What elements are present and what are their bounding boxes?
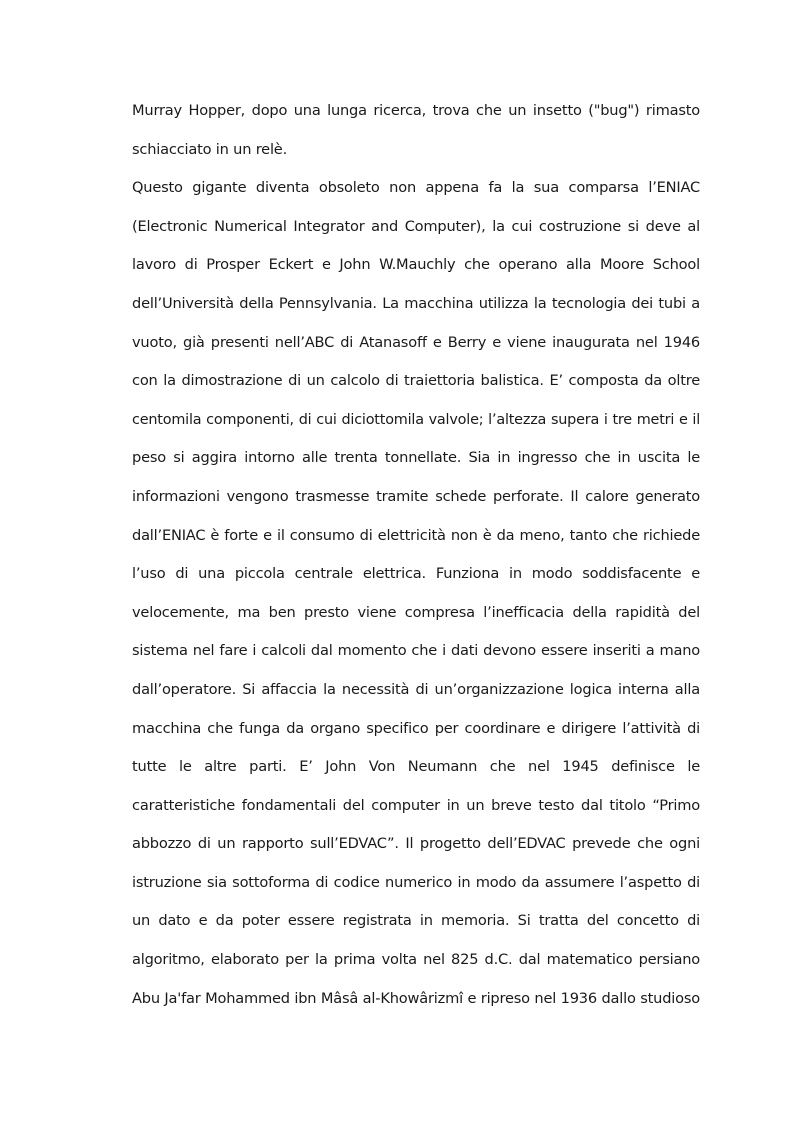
- text-line: tutte le altre parti. E’ John Von Neumann che nel 1945 definisce le: [132, 758, 700, 776]
- text-line: velocemente, ma ben presto viene compresa l’inefficacia della rapidità del: [132, 603, 700, 621]
- body-text: [132, 92, 700, 1018]
- text-line: centomila componenti, di cui diciottomila valvole; l’altezza supera i tre metri e il: [132, 411, 700, 428]
- text-line: abbozzo di un rapporto sull’EDVAC”. Il progetto dell’EDVAC prevede che ogni: [132, 835, 700, 853]
- text-line: informazioni vengono trasmesse tramite schede perforate. Il calore generato: [132, 487, 700, 505]
- text-line: Murray Hopper, dopo una lunga ricerca, trova che un insetto ("bug") rimasto: [132, 102, 700, 119]
- text-line: istruzione sia sottoforma di codice numerico in modo da assumere l’aspetto di: [132, 873, 700, 891]
- text-line: dell’Università della Pennsylvania. La macchina utilizza la tecnologia dei tubi a: [132, 294, 700, 312]
- text-line: algoritmo, elaborato per la prima volta nel 825 d.C. dal matematico persiano: [132, 951, 700, 969]
- text-line: caratteristiche fondamentali del computer in un breve testo dal titolo “Primo: [132, 796, 700, 814]
- text-line: lavoro di Prosper Eckert e John W.Mauchly che operano alla Moore School: [132, 256, 700, 274]
- text-line: Abu Ja'far Mohammed ibn Mâsâ al-Khowârizmî e ripreso nel 1936 dallo studioso: [132, 989, 700, 1007]
- text-line: Questo gigante diventa obsoleto non appena fa la sua comparsa l’ENIAC: [132, 179, 700, 197]
- text-line: con la dimostrazione di un calcolo di traiettoria balistica. E’ composta da oltre: [132, 372, 700, 390]
- text-line: dall’operatore. Si affaccia la necessità di un’organizzazione logica interna alla: [132, 680, 700, 698]
- text-line: sistema nel fare i calcoli dal momento che i dati devono essere inseriti a mano: [132, 642, 700, 660]
- text-line: l’uso di una piccola centrale elettrica. Funziona in modo soddisfacente e: [132, 565, 700, 583]
- text-line: peso si aggira intorno alle trenta tonnellate. Sia in ingresso che in uscita le: [132, 449, 700, 467]
- text-line: (Electronic Numerical Integrator and Computer), la cui costruzione si deve al: [132, 217, 700, 235]
- text-line: un dato e da poter essere registrata in memoria. Si tratta del concetto di: [132, 912, 700, 930]
- text-line: schiacciato in un relè.: [132, 140, 288, 158]
- text-line: dall’ENIAC è forte e il consumo di elettricità non è da meno, tanto che richiede: [132, 526, 700, 544]
- text-line: macchina che funga da organo specifico per coordinare e dirigere l’attività di: [132, 719, 700, 737]
- text-line: vuoto, già presenti nell’ABC di Atanasoff e Berry e viene inaugurata nel 1946: [132, 333, 700, 351]
